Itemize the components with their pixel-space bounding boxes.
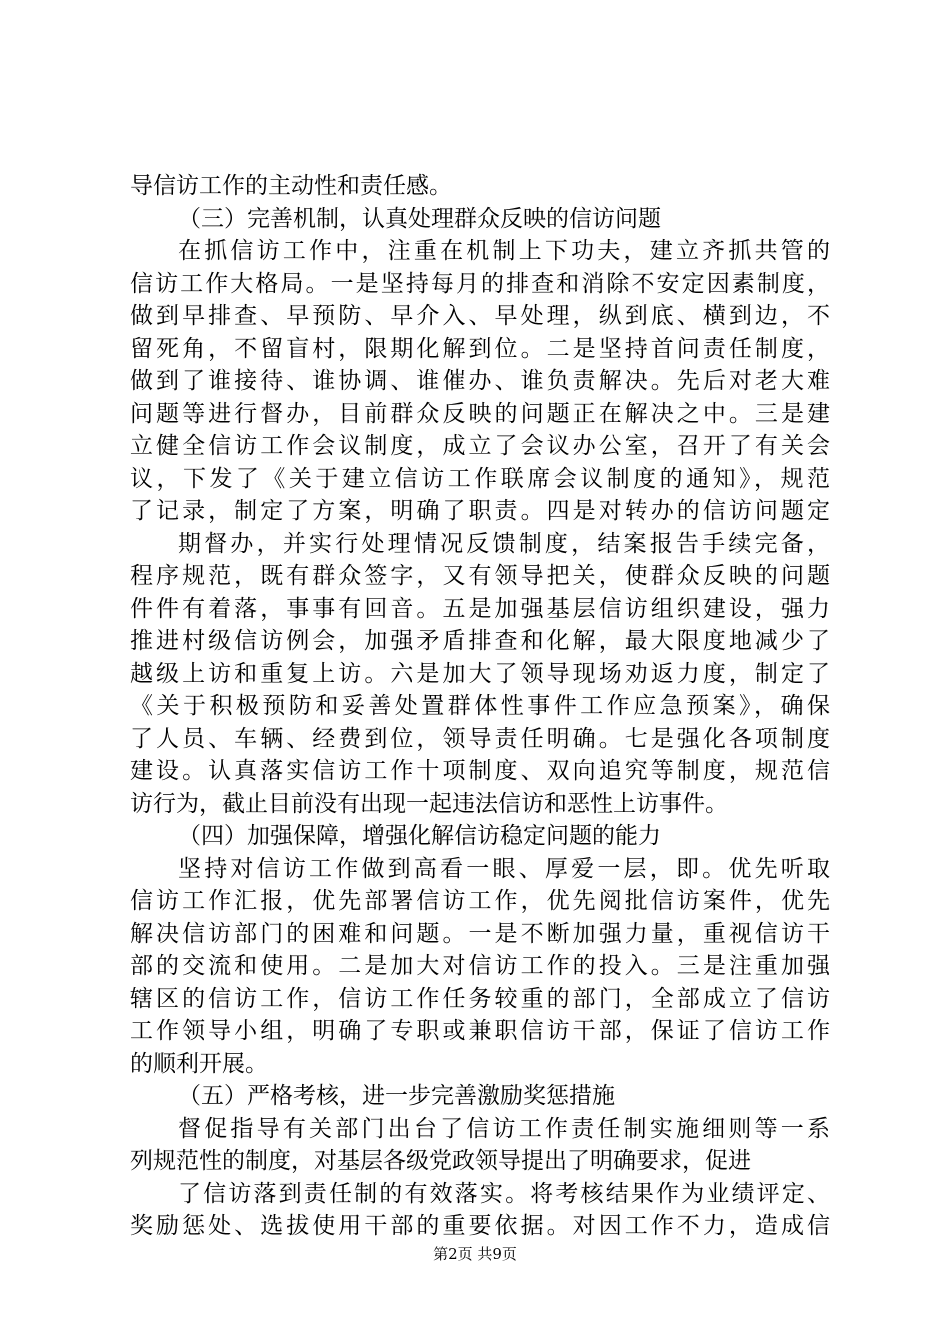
text-line: 坚持对信访工作做到高看一眼、厚爱一层，即。优先听取 [178,855,830,882]
text-line: 《关于积极预防和妥善处置群体性事件工作应急预案》，确保 [130,693,830,719]
text-line: （三）完善机制，认真处理群众反映的信访问题 [178,205,661,232]
text-line: 了记录，制定了方案，明确了职责。四是对转办的信访问题定 [130,498,830,524]
text-line: 程序规范，既有群众签字，又有领导把关，使群众反映的问题 [130,563,830,589]
text-line: 了信访落到责任制的有效落实。将考核结果作为业绩评定、 [178,1180,830,1207]
text-line: 做到早排查、早预防、早介入、早处理，纵到底、横到边，不 [130,303,830,329]
text-line: 信访工作汇报，优先部署信访工作，优先阅批信访案件，优先 [130,888,830,914]
text-line: 做到了谁接待、谁协调、谁催办、谁负责解决。先后对老大难 [130,368,830,394]
text-line: （五）严格考核，进一步完善激励奖惩措施 [178,1083,615,1109]
text-line: 越级上访和重复上访。六是加大了领导现场劝返力度，制定了 [130,660,830,687]
page-footer: 第2页 共9页 [433,1245,517,1263]
text-line: 工作领导小组，明确了专职或兼职信访干部，保证了信访工作 [130,1018,830,1044]
text-line: 在抓信访工作中，注重在机制上下功夫，建立齐抓共管的 [178,238,830,264]
document-body [130,170,830,1243]
text-line: 列规范性的制度，对基层各级党政领导提出了明确要求，促进 [130,1148,751,1174]
text-line: 奖励惩处、选拔使用干部的重要依据。对因工作不力，造成信 [130,1213,830,1239]
text-line: （四）加强保障，增强化解信访稳定问题的能力 [178,823,661,849]
text-line: 议，下发了《关于建立信访工作联席会议制度的通知》，规范 [130,465,830,492]
text-line: 了人员、车辆、经费到位，领导责任明确。七是强化各项制度 [130,725,830,752]
text-line: 期督办，并实行处理情况反馈制度，结案报告手续完备， [178,530,830,557]
text-line: 立健全信访工作会议制度，成立了会议办公室，召开了有关会 [130,433,830,459]
text-line: 问题等进行督办，目前群众反映的问题正在解决之中。三是建 [130,400,830,427]
text-line: 信访工作大格局。一是坚持每月的排查和消除不安定因素制度， [130,270,830,297]
text-line: 解决信访部门的困难和问题。一是不断加强力量，重视信访干 [130,920,830,947]
text-line: 的顺利开展。 [130,1050,268,1077]
text-line: 访行为，截止目前没有出现一起违法信访和恶性上访事件。 [130,790,728,817]
text-line: 督促指导有关部门出台了信访工作责任制实施细则等一系 [178,1115,830,1142]
text-line: 推进村级信访例会，加强矛盾排查和化解，最大限度地减少了 [130,628,830,654]
text-line: 部的交流和使用。二是加大对信访工作的投入。三是注重加强 [130,953,830,979]
text-line: 留死角，不留盲村，限期化解到位。二是坚持首问责任制度， [130,335,830,362]
text-line: 件件有着落，事事有回音。五是加强基层信访组织建设，强力 [130,595,830,622]
text-line: 辖区的信访工作，信访工作任务较重的部门，全部成立了信访 [130,985,830,1012]
text-line: 导信访工作的主动性和责任感。 [130,173,452,199]
text-line: 建设。认真落实信访工作十项制度、双向追究等制度，规范信 [130,758,830,784]
